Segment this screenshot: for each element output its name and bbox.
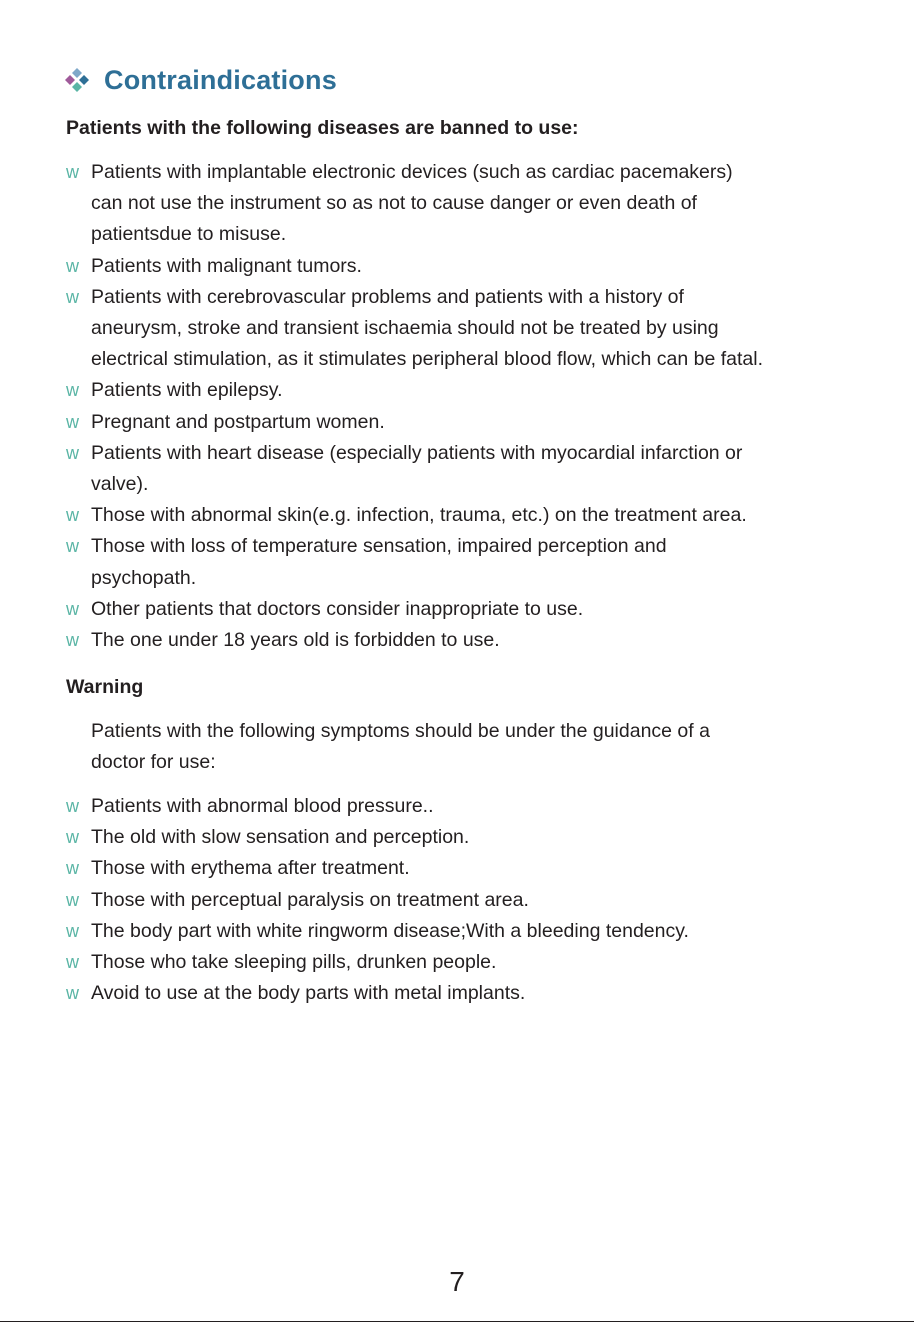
page-title: Contraindications: [104, 64, 337, 95]
diamond-cluster-icon: [64, 67, 90, 93]
bullet-marker: w: [66, 630, 79, 651]
list-item-line: Those with abnormal skin(e.g. infection, trauma, etc.) on the treatment area.: [91, 504, 747, 527]
warning-list: [66, 791, 876, 1009]
bullet-marker: w: [66, 983, 79, 1004]
bullet-marker: w: [66, 598, 79, 619]
warning-note-line: Patients with the following symptoms should be under the guidance of a: [91, 720, 710, 742]
list-item: [66, 885, 876, 916]
list-item-line: Those with perceptual paralysis on treatment area.: [91, 888, 529, 911]
bullet-marker: w: [66, 411, 79, 432]
list-item: [66, 853, 876, 884]
list-item: [66, 791, 876, 822]
list-item: [66, 916, 876, 947]
list-item-line: valve).: [91, 473, 149, 496]
bullet-marker: w: [66, 536, 79, 557]
list-item-line: Patients with heart disease (especially patients with myocardial infarction or: [91, 441, 743, 464]
list-item: [66, 157, 876, 251]
list-item: [66, 625, 876, 656]
list-item: [66, 978, 876, 1009]
bullet-marker: w: [66, 952, 79, 973]
list-item-line: Patients with malignant tumors.: [91, 254, 362, 277]
list-item: [66, 282, 876, 376]
list-item-line: Other patients that doctors consider inappropriate to use.: [91, 597, 584, 620]
list-item-line: can not use the instrument so as not to cause danger or even death of: [91, 192, 697, 215]
bullet-marker: w: [66, 255, 79, 276]
bullet-marker: w: [66, 286, 79, 307]
list-item: [66, 822, 876, 853]
list-item-line: Patients with epilepsy.: [91, 379, 283, 402]
contraindications-list: [66, 157, 876, 656]
bullet-marker: w: [66, 505, 79, 526]
bullet-marker: w: [66, 920, 79, 941]
list-item-line: Those with erythema after treatment.: [91, 857, 410, 880]
list-item: [66, 375, 876, 406]
list-item-line: Patients with cerebrovascular problems and patients with a history of: [91, 285, 684, 308]
bullet-marker: w: [66, 858, 79, 879]
warning-heading: Warning: [66, 676, 144, 698]
bullet-marker: w: [66, 889, 79, 910]
list-item-line: Those with loss of temperature sensation, impaired perception and: [91, 535, 667, 558]
warning-note-line: doctor for use:: [91, 751, 216, 774]
warning-note: [91, 716, 851, 778]
bullet-marker: w: [66, 442, 79, 463]
list-item-line: Patients with abnormal blood pressure..: [91, 795, 434, 817]
list-item-line: psychopath.: [91, 566, 197, 589]
bottom-rule: [0, 1321, 914, 1322]
list-item: [66, 438, 876, 500]
list-item: [66, 947, 876, 978]
list-item-line: patientsdue to misuse.: [91, 223, 287, 246]
list-item: [66, 531, 876, 593]
list-item-line: The body part with white ringworm disease;With a bleeding tendency.: [91, 919, 689, 942]
list-item: [66, 594, 876, 625]
list-item: [66, 500, 876, 531]
bullet-marker: w: [66, 827, 79, 848]
list-item-line: The one under 18 years old is forbidden to use.: [91, 629, 500, 652]
list-item-line: The old with slow sensation and perception.: [91, 826, 470, 849]
list-item-line: Pregnant and postpartum women.: [91, 410, 385, 433]
page-number: 7: [449, 1266, 465, 1297]
list-item-line: Avoid to use at the body parts with metal implants.: [91, 982, 526, 1005]
list-item: [66, 251, 876, 282]
section-heading: [64, 60, 337, 100]
bullet-marker: w: [66, 162, 79, 182]
bullet-marker: w: [66, 380, 79, 401]
list-item-line: aneurysm, stroke and transient ischaemia should not be treated by using: [91, 317, 719, 340]
contraindications-heading: Patients with the following diseases are banned to use:: [66, 117, 579, 139]
list-item-line: electrical stimulation, as it stimulates peripheral blood flow, which can be fatal.: [91, 348, 763, 371]
list-item: [66, 407, 876, 438]
list-item-line: Those who take sleeping pills, drunken people.: [91, 951, 497, 974]
bullet-marker: w: [66, 796, 79, 816]
list-item-line: Patients with implantable electronic devices (such as cardiac pacemakers): [91, 161, 733, 183]
